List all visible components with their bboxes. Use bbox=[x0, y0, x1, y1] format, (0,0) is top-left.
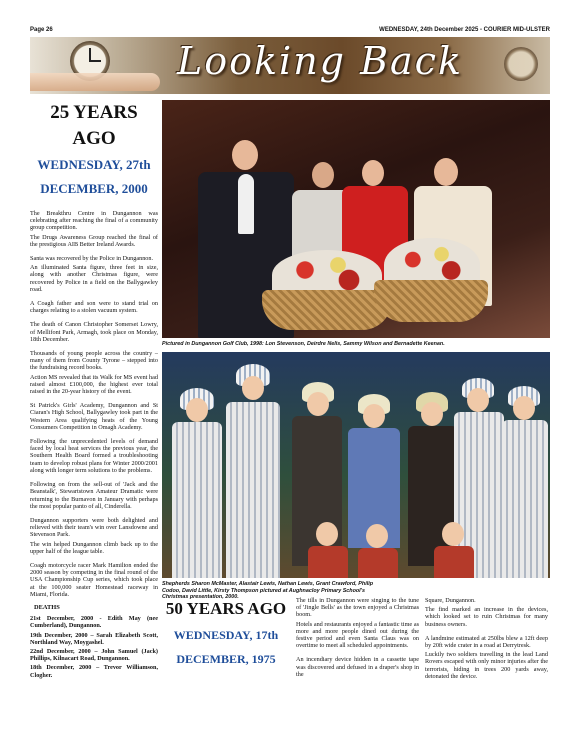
shepherds-photo bbox=[162, 352, 550, 578]
looking-back-banner bbox=[30, 37, 550, 94]
hamper-basket bbox=[262, 290, 392, 330]
photo-caption: Shepherds Sharon McMaster, Alastair Lewis, Nathan Lewis, Grant Crawford, Philip Codoo, David Little, Kirsty Thompson pictured at Aughnacloy Primary School's Christmas presentation, 2000. bbox=[162, 581, 373, 601]
section-25-date-line1: WEDNESDAY, 27th bbox=[37, 157, 151, 172]
news-paragraph: Coagh motorcycle racer Mark Hamilton ended the 2000 season by competing in the final round of the USA Championship Cup series, which took place at the 100,000 seater Homestead raceway in Miami, Florida. bbox=[30, 561, 158, 598]
section-50-date-line2: DECEMBER, 1975 bbox=[176, 652, 276, 666]
section-25-heading: 25 YEARS AGO bbox=[50, 102, 138, 149]
page-header bbox=[30, 27, 550, 37]
news-paragraph: Following the unprecedented levels of demand faced by local heat services the previous year, the Southern Health Board formed a troubleshooting team to develop robust plans for Winter 2000/2001 along with longer term solutions to the problems. bbox=[30, 438, 158, 474]
deaths-heading: DEATHS bbox=[34, 603, 60, 611]
section-50-heading: 50 YEARS AGO bbox=[165, 599, 287, 618]
section-25-years bbox=[30, 100, 158, 679]
section-50-date-line1: WEDNESDAY, 17th bbox=[173, 628, 279, 642]
section-50-years bbox=[162, 596, 290, 668]
section-50-column-1 bbox=[296, 597, 419, 680]
death-notice: 18th December, 2000 – Trevor Williamson, Clogher. bbox=[30, 664, 158, 679]
news-paragraph: The Drugs Awareness Group reached the final of the prestigious AIB Better Ireland Awards. bbox=[30, 233, 158, 248]
photo-caption: Pictured in Dungannon Golf Club, 1998: Lon Stevenson, Deirdre Nelis, Sammy Wilson and Bernadette Keenan. bbox=[162, 341, 445, 347]
banner-title: Looking Back bbox=[177, 39, 463, 83]
news-paragraph: The win helped Dungannon climb back up to the upper half of the league table. bbox=[30, 540, 158, 555]
news-paragraph: Thousands of young people across the country – many of them from County Tyrone – stepped into the fundraising record books. bbox=[30, 350, 158, 372]
deaths-list bbox=[30, 615, 158, 679]
pocket-watch-icon bbox=[504, 47, 538, 81]
news-paragraph: Hotels and restaurants enjoyed a fantastic time as more and more people dined out during the festive period and even Santa Claus was on overtime to meet all scheduled appointments. bbox=[296, 620, 419, 650]
news-paragraph: A landmine estimated at 250lbs blew a 12ft deep by 20ft wide crater in a road at Derrytresk. bbox=[425, 634, 548, 650]
death-notice: 21st December, 2000 - Edith May (nee Cumberland), Dungannon. bbox=[30, 615, 158, 630]
news-paragraph: An illuminated Santa figure, three feet in size, along with another Christmas figure, were recovered by Police in a field on the Ballygawley road. bbox=[30, 264, 158, 293]
news-paragraph: Luckily two soldiers travelling in the lead Land Rovers escaped with only minor injuries after the terrorists, hiding in trees 200 yards away, detonated the device. bbox=[425, 651, 548, 680]
hamper-basket bbox=[374, 280, 488, 322]
news-paragraph: Action MS revealed that its Walk for MS event had raised almost £100,000, the highest ever total raised in the 20-year history of the event. bbox=[30, 373, 158, 396]
page-number: Page 26 bbox=[30, 27, 53, 33]
section-50-column-2 bbox=[425, 597, 548, 682]
news-paragraph: The Breakthru Centre in Dungannon was celebrating after reaching the final of a community group competition. bbox=[30, 210, 158, 232]
golf-club-photo bbox=[162, 100, 550, 338]
news-paragraph: St Patrick's Girls' Academy, Dungannon and St Ciaran's High School, Ballygawley took part in the Western Area qualifying heats of the Young Consumers Competition in Omagh Academy. bbox=[30, 402, 158, 431]
section-25-date-line2: DECEMBER, 2000 bbox=[40, 181, 148, 196]
news-paragraph: The death of Canon Christopher Somerset Lowry, of Mellifont Park, Armagh, took place on Monday, 18th December. bbox=[30, 321, 158, 343]
news-paragraph: Dungannon supporters were both delighted and relieved with their team's win over Lansdowne and Stevenson Park. bbox=[30, 516, 158, 539]
news-paragraph: Santa was recovered by the Police in Dungannon. bbox=[30, 255, 154, 263]
death-notice: 22nd December, 2000 – John Samuel (Jack) Phillips, Kilnacart Road, Dungannon. bbox=[30, 647, 158, 663]
news-paragraph: Square, Dungannon. bbox=[425, 597, 476, 604]
news-paragraph: Following on from the sell-out of 'Jack and the Beanstalk', Stewartstown Amateur Dramatic were returning to the Burnavon in January with perhaps the most popular panto of all, Cinderella. bbox=[30, 481, 158, 510]
section-25-body bbox=[30, 210, 158, 681]
news-paragraph: The find marked an increase in the devices, which looked set to ruin Christmas for many business owners. bbox=[425, 606, 548, 628]
news-paragraph: An incendiary device hidden in a cassette tape was discovered and defused in a draper's shop in the bbox=[296, 656, 419, 678]
death-notice: 19th December, 2000 – Sarah Elizabeth Scott, Northland Way, Moygashel. bbox=[30, 631, 158, 646]
news-paragraph: A Coagh father and son were to stand trial on charges relating to a stolen vacuum system. bbox=[30, 300, 158, 315]
news-paragraph: The tills in Dungannon were singing to the tune of 'Jingle Bells' as the town enjoyed a Christmas boom. bbox=[296, 597, 419, 619]
date-line: WEDNESDAY, 24th December 2025 - COURIER MID-ULSTER bbox=[379, 27, 550, 33]
